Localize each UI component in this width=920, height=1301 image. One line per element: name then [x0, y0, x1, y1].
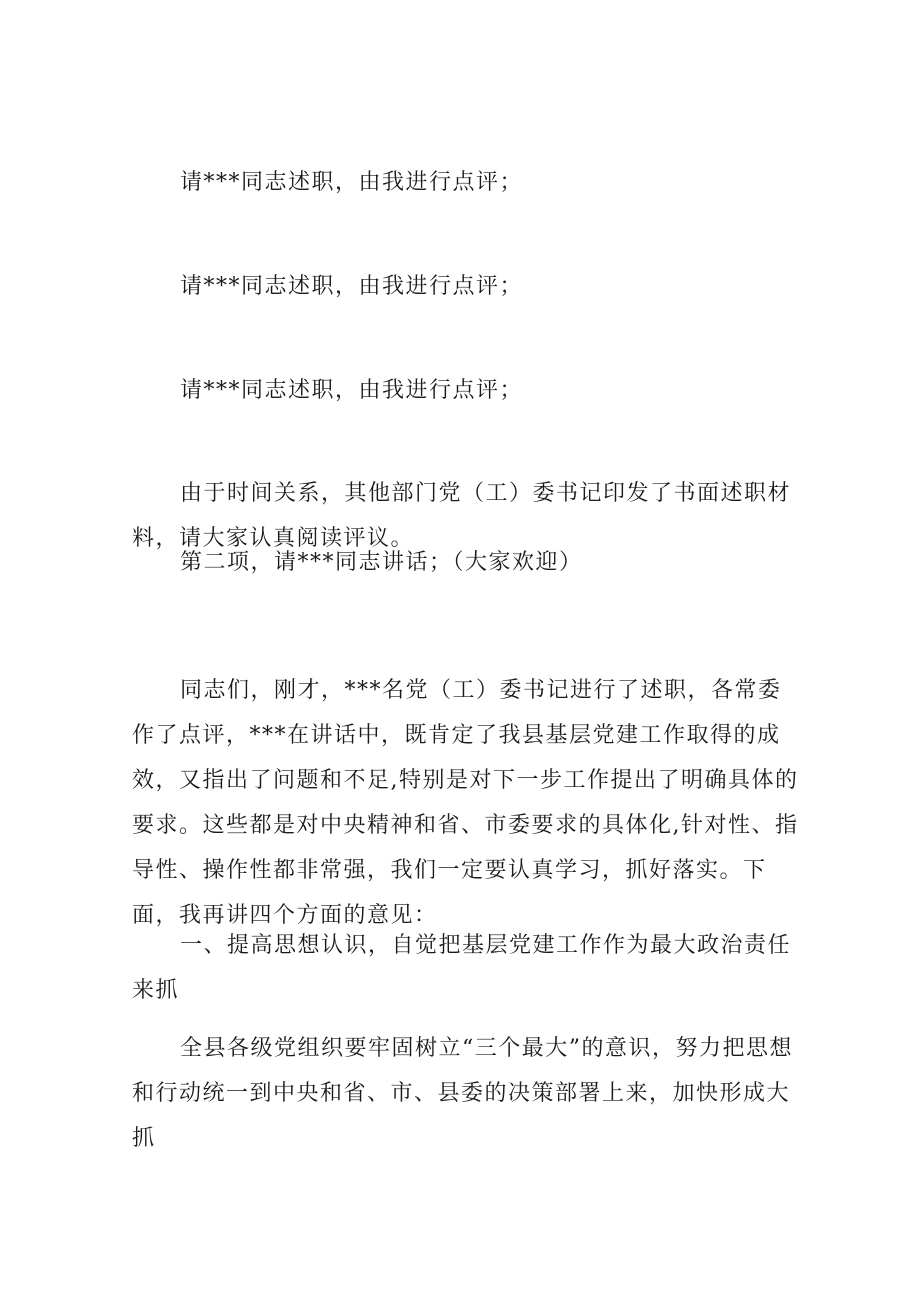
paragraph-section-one-body: 全县各级党组织要牢固树立“三个最大”的意识，努力把思想和行动统一到中央和省、市、县委的决策部署上来，加快形成大抓: [132, 1036, 793, 1151]
paragraph-review-3: 请***同志述职，由我进行点评；: [180, 378, 524, 403]
paragraph-speech-intro: 同志们，刚才，***名党（工）委书记进行了述职，各常委作了点评，***在讲话中，既肯定了我县基层党建工作取得的成效，又指出了问题和不足,特别是对下一步工作提出了明确具体的要求。这些都是对中央精神和省、市委要求的具体化,针对性、指导性、操作性都非常强，我们一定要认真学习，抓好落实。下面，我再讲四个方面的意见：: [132, 678, 799, 928]
section-heading-one: 一、提高思想认识，自觉把基层党建工作作为最大政治责任来抓: [132, 933, 792, 1003]
paragraph-item-two: 第二项，请***同志讲话；（大家欢迎）: [180, 550, 583, 575]
paragraph-review-1: 请***同志述职，由我进行点评；: [180, 170, 524, 195]
paragraph-review-2: 请***同志述职，由我进行点评；: [180, 274, 524, 299]
paragraph-written-materials: 由于时间关系，其他部门党（工）委书记印发了书面述职材料，请大家认真阅读评议。: [132, 481, 792, 551]
